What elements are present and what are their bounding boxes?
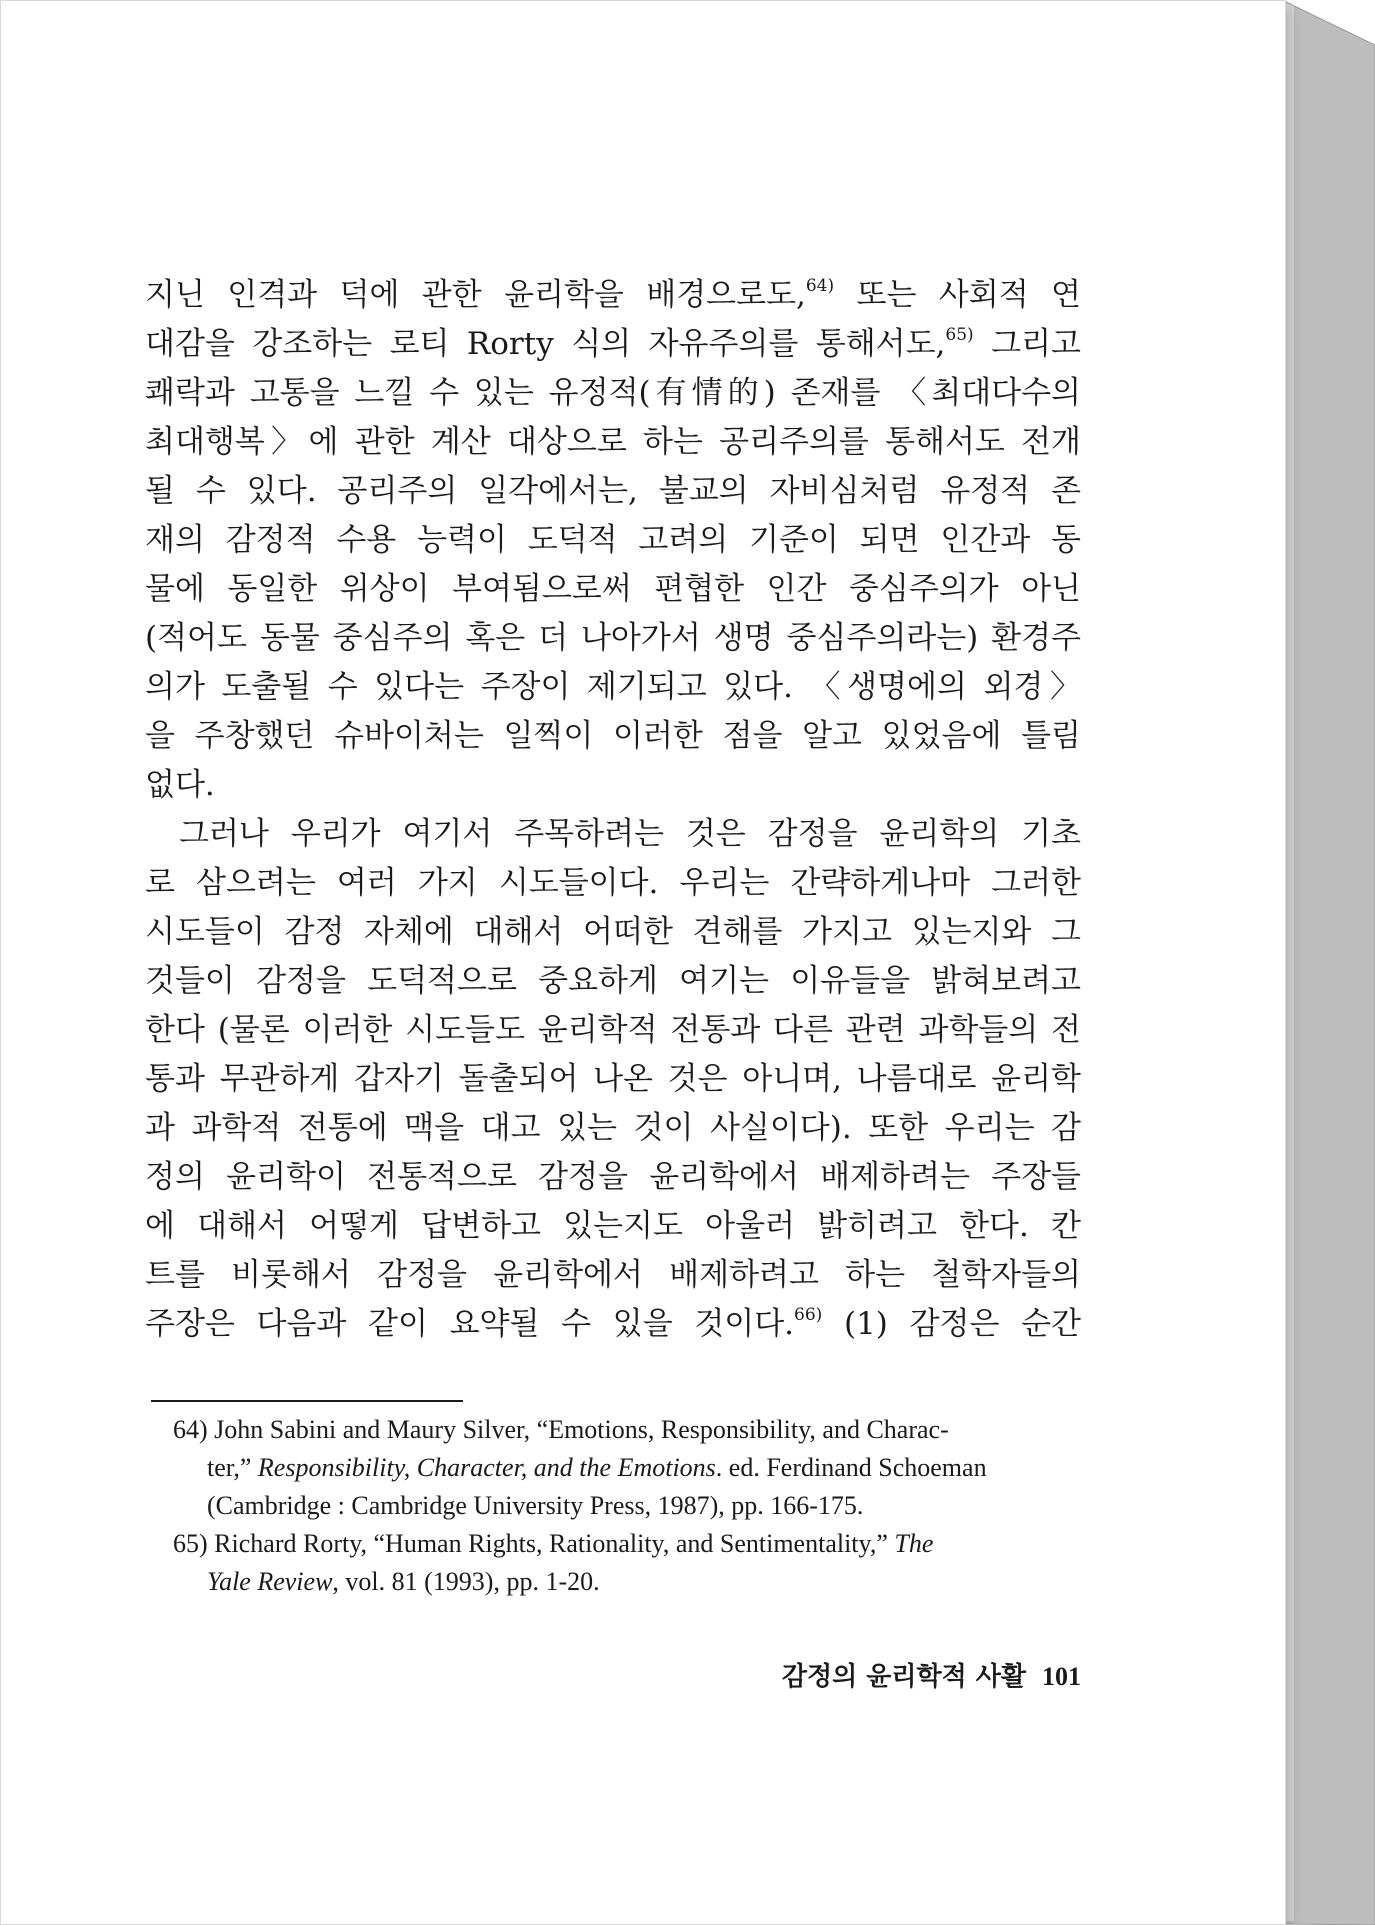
- running-title: 감정의 윤리학적 사활: [781, 1662, 1026, 1692]
- body-line-text: 주장은 다음과 같이 요약될 수 있을 것이다.: [145, 1306, 795, 1342]
- body-line: [145, 1300, 1081, 1349]
- body-line: [145, 1251, 1081, 1300]
- footnote-text: (Cambridge : Cambridge University Press, 1987), pp. 166-175.: [207, 1491, 864, 1520]
- body-line-text: 시도들이 감정 자체에 대해서 어떠한 견해를 가지고 있는지와 그: [145, 914, 1081, 950]
- body-line-text: 지닌 인격과 덕에 관한 윤리학을 배경으로도,: [145, 277, 806, 313]
- body-line: [145, 908, 1081, 957]
- footnote-text: . ed. Ferdinand Schoeman: [715, 1453, 987, 1482]
- footnote-64: [173, 1411, 1085, 1525]
- body-line-text: (1) 감정은 순간: [822, 1306, 1081, 1342]
- body-line: [145, 712, 1081, 761]
- body-line-text: 대감을 강조하는 로티 Rorty 식의 자유주의를 통해서도,: [145, 326, 946, 362]
- body-line-text: 쾌락과 고통을 느낄 수 있는 유정적(有情的) 존재를 〈최대다수의: [145, 375, 1081, 411]
- footnote-text: Richard Rorty, “Human Rights, Rationality, and Sentimentality,”: [214, 1529, 895, 1558]
- body-line-text: 것들이 감정을 도덕적으로 중요하게 여기는 이유들을 밝혀보려고: [145, 963, 1081, 999]
- body-line: [145, 1202, 1081, 1251]
- body-line: [145, 1055, 1081, 1104]
- body-line-text: 트를 비롯해서 감정을 윤리학에서 배제하려고 하는 철학자들의: [145, 1257, 1081, 1293]
- body-line-text: 없다.: [145, 767, 215, 803]
- body-line-text: 정의 윤리학이 전통적으로 감정을 윤리학에서 배제하려는 주장들: [145, 1159, 1081, 1195]
- body-line-text: 또는 사회적 연: [834, 277, 1081, 313]
- footnote-text: John Sabini and Maury Silver, “Emotions, Responsibility, and Charac-: [214, 1415, 949, 1444]
- footnote-number: 64): [173, 1415, 208, 1444]
- body-line: [145, 516, 1081, 565]
- body-line: [145, 1153, 1081, 1202]
- body-line: [145, 418, 1081, 467]
- footnote-book-title: Responsibility, Character, and the Emotions: [257, 1453, 716, 1482]
- footnote-reference: 65): [945, 325, 974, 345]
- body-line-text: 최대행복〉에 관한 계산 대상으로 하는 공리주의를 통해서도 전개: [145, 424, 1081, 460]
- body-line: [145, 565, 1081, 614]
- body-line-text: 그러나 우리가 여기서 주목하려는 것은 감정을 윤리학의 기초: [179, 816, 1081, 852]
- footnote-reference: 66): [794, 1305, 823, 1325]
- footnote-journal-title: Yale Review: [207, 1567, 333, 1596]
- body-line: [145, 1104, 1081, 1153]
- footnote-text: , vol. 81 (1993), pp. 1-20.: [332, 1567, 600, 1596]
- body-line-text: 의가 도출될 수 있다는 주장이 제기되고 있다. 〈생명에의 외경〉: [145, 669, 1081, 705]
- running-footer: [721, 1656, 1081, 1693]
- body-line: [145, 810, 1081, 859]
- footnote-journal-title: The: [894, 1529, 934, 1558]
- body-line-text: 그리고: [973, 326, 1081, 362]
- body-line: [145, 369, 1081, 418]
- footnotes: [173, 1411, 1085, 1601]
- body-line: [145, 859, 1081, 908]
- body-line: [145, 1006, 1081, 1055]
- body-line-text: 에 대해서 어떻게 답변하고 있는지도 아울러 밝히려고 한다. 칸: [145, 1208, 1081, 1244]
- page-number: 101: [1042, 1662, 1081, 1691]
- body-line-text: 한다 (물론 이러한 시도들도 윤리학적 전통과 다른 관련 과학들의 전: [145, 1012, 1081, 1048]
- body-line-text: 재의 감정적 수용 능력이 도덕적 고려의 기준이 되면 인간과 동: [145, 522, 1081, 558]
- body-line: [145, 320, 1081, 369]
- footnote-rule: [151, 1400, 463, 1402]
- body-line: [145, 663, 1081, 712]
- body-text: [145, 271, 1081, 1349]
- footnote-number: 65): [173, 1529, 208, 1558]
- body-line: [145, 271, 1081, 320]
- body-line-text: 로 삼으려는 여러 가지 시도들이다. 우리는 간략하게나마 그러한: [145, 865, 1081, 901]
- body-line: [145, 761, 1081, 810]
- body-line-text: (적어도 동물 중심주의 혹은 더 나아가서 생명 중심주의라는) 환경주: [145, 620, 1081, 656]
- body-line-text: 될 수 있다. 공리주의 일각에서는, 불교의 자비심처럼 유정적 존: [145, 473, 1081, 509]
- footnote-text: ter,”: [207, 1453, 258, 1482]
- body-line: [145, 957, 1081, 1006]
- footnote-65: [173, 1525, 1085, 1601]
- footnote-reference: 64): [805, 276, 835, 296]
- body-line-text: 과 과학적 전통에 맥을 대고 있는 것이 사실이다). 또한 우리는 감: [145, 1110, 1081, 1146]
- body-line-text: 물에 동일한 위상이 부여됨으로써 편협한 인간 중심주의가 아닌: [145, 571, 1081, 607]
- body-line: [145, 614, 1081, 663]
- body-line: [145, 467, 1081, 516]
- body-line-text: 을 주창했던 슈바이처는 일찍이 이러한 점을 알고 있었음에 틀림: [145, 718, 1081, 754]
- body-line-text: 통과 무관하게 갑자기 돌출되어 나온 것은 아니며, 나름대로 윤리학: [145, 1061, 1081, 1097]
